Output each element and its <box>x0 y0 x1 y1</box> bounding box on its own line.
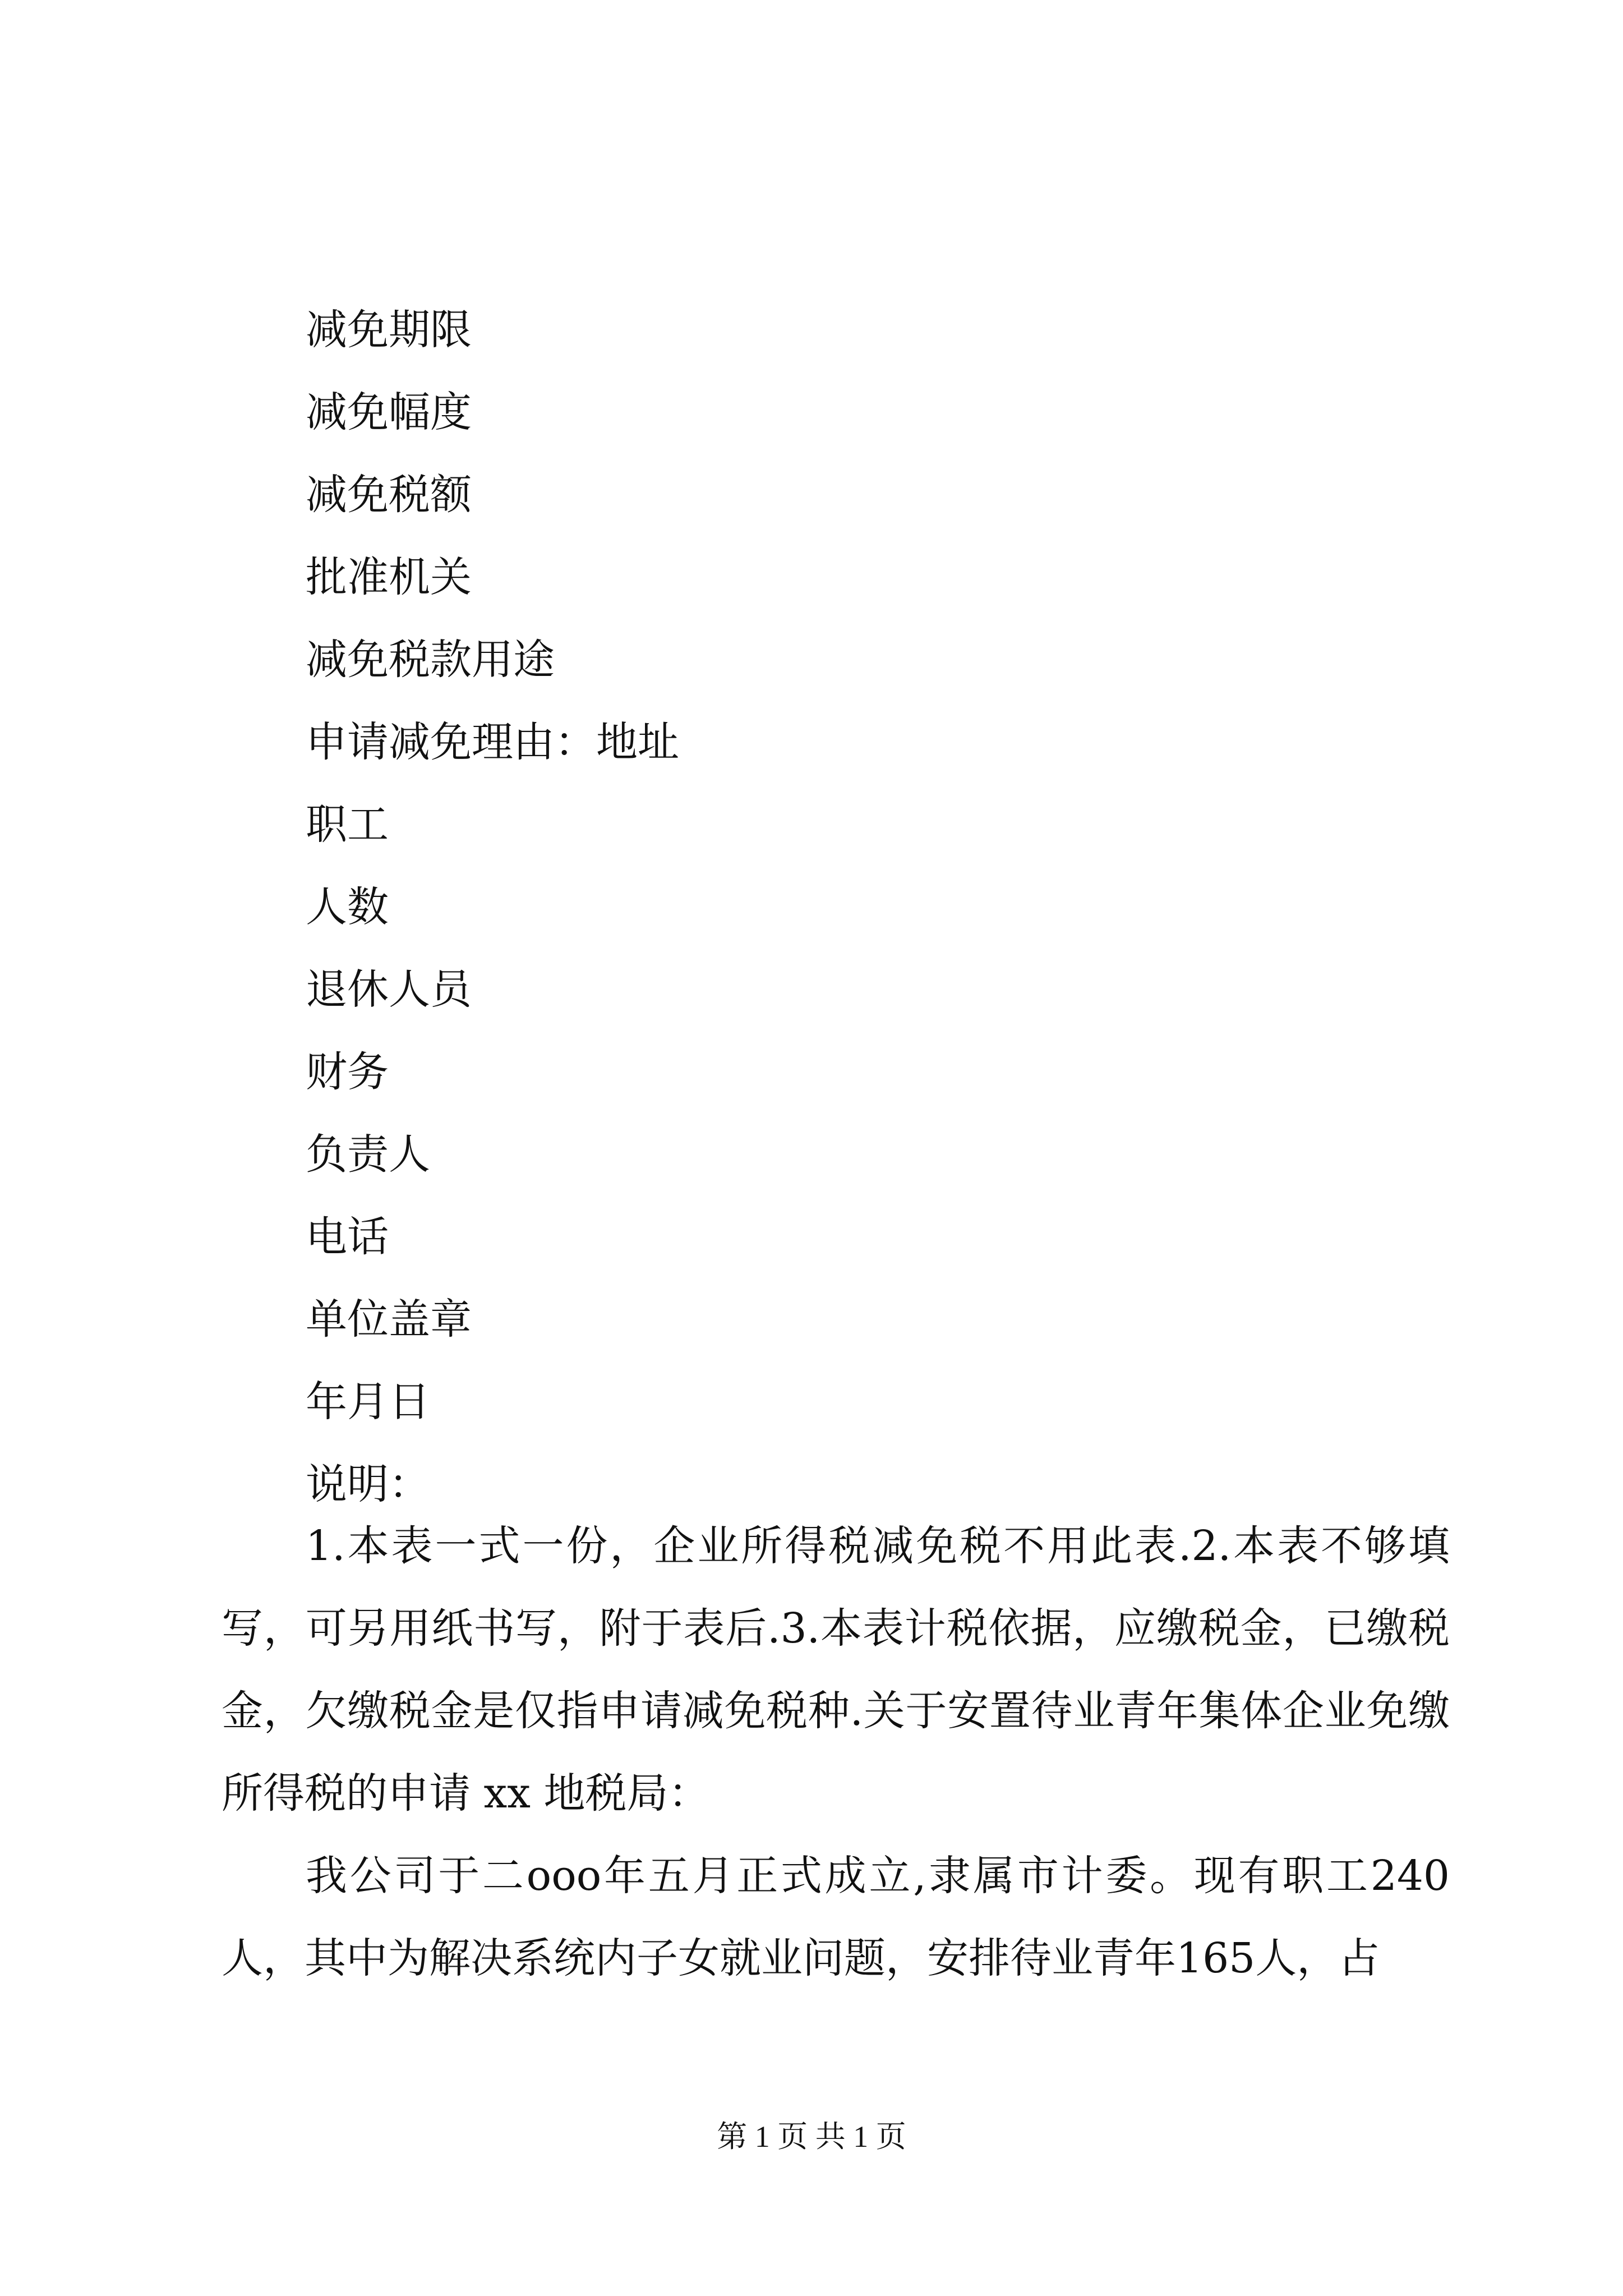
field-label-reason-address: 申请减免理由：地址 <box>306 718 679 766</box>
field-label-usage: 减免税款用途 <box>306 636 555 684</box>
section-heading-notes: 说明： <box>306 1460 430 1508</box>
field-label-retirees: 退休人员 <box>306 965 472 1014</box>
application-paragraph: 我公司于二ooo年五月正式成立,隶属市计委。现有职工240人，其中为解决系统内子女就业问题，安排待业青年165人，占 <box>222 1852 1450 1982</box>
field-label-responsible-person: 负责人 <box>306 1130 430 1179</box>
field-label-staff: 职工 <box>306 800 389 849</box>
field-label-seal: 单位盖章 <box>306 1295 472 1343</box>
notes-paragraph: 1.本表一式一份，企业所得税减免税不用此表.2.本表不够填写，可另用纸书写，附于表后.3.本表计税依据，应缴税金，已缴税金，欠缴税金是仅指申请减免税种.关于安置待业青年集体企业免缴所得税的申请 xx 地税局： <box>222 1522 1450 1818</box>
field-label-reduction-range: 减免幅度 <box>306 388 472 436</box>
field-label-date: 年月日 <box>306 1378 430 1426</box>
page-footer: 第 1 页 共 1 页 <box>717 2120 906 2154</box>
field-label-approval-authority: 批准机关 <box>306 553 472 601</box>
field-label-reduction-amount: 减免税额 <box>306 471 472 519</box>
field-label-finance: 财务 <box>306 1048 389 1096</box>
field-label-phone: 电话 <box>306 1213 389 1261</box>
field-label-reduction-period: 减免期限 <box>306 306 472 354</box>
field-label-headcount: 人数 <box>306 883 389 931</box>
